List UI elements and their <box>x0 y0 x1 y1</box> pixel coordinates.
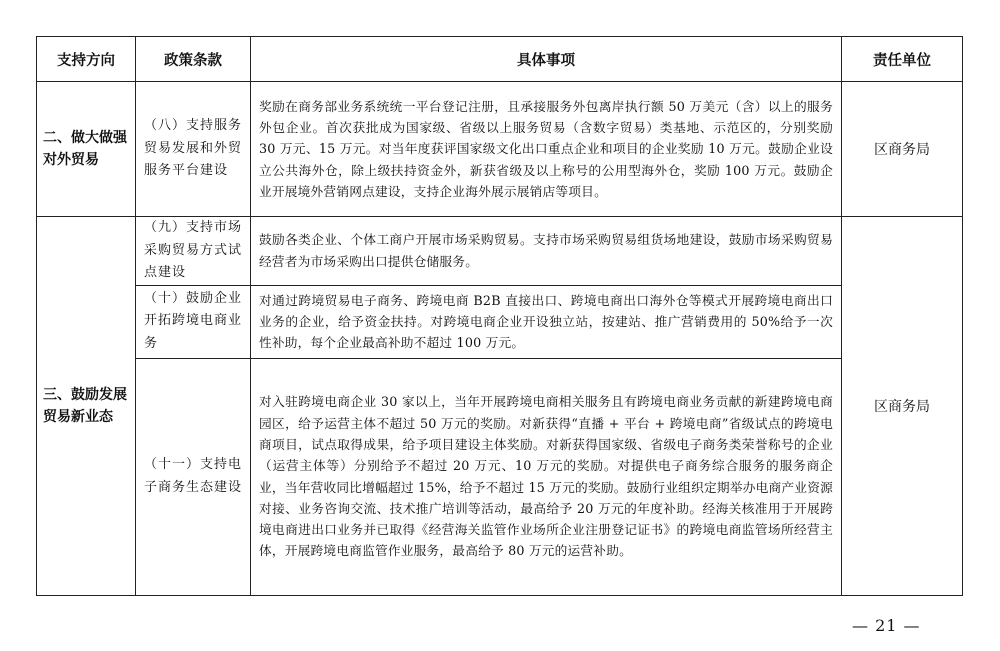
detail-cell: 对通过跨境贸易电子商务、跨境电商 B2B 直接出口、跨境电商出口海外仓等模式开展跨境电商出口业务的企业，给予资金扶持。对跨境电商企业开设独立站，按建站、推广营销费用的 50%给予一次性补助，每个企业最高补助不超过 100 万元。 <box>251 285 842 358</box>
detail-cell: 奖励在商务部业务系统统一平台登记注册，且承接服务外包离岸执行额 50 万美元（含）以上的服务外包企业。首次获批成为国家级、省级以上服务贸易（含数字贸易）类基地、示范区的，分别奖励 30 万元、15 万元。对当年度获评国家级文化出口重点企业和项目的企业奖励 10 万元。鼓励企业设立公共海外仓，除上级扶持资金外，新获省级及以上称号的公用型海外仓，奖励 100 万元。鼓励企业开展境外营销网点建设，支持企业海外展示展销店等项目。 <box>251 82 842 217</box>
detail-cell: 对入驻跨境电商企业 30 家以上，当年开展跨境电商相关服务且有跨境电商业务贡献的新建跨境电商园区，给予运营主体不超过 50 万元的奖励。对新获得“直播 + 平台 + 跨境电商”省级试点的跨境电商项目，试点取得成果，给予项目建设主体奖励。对新获得国家级、省级电子商务类荣誉称号的企业（运营主体等）分别给予不超过 20 万元、10 万元的奖励。对提供电子商务综合服务的服务商企业，当年营收同比增幅超过 15%，给予不超过 15 万元的奖励。鼓励行业组织定期举办电商产业资源对接、业务咨询交流、技术推广培训等活动，最高给予 20 万元的年度补助。经海关核准用于开展跨境电商进出口业务并已取得《经营海关监管作业场所企业注册登记证书》的跨境电商监管场所经营主体，开展跨境电商监管作业服务，最高给予 80 万元的运营补助。 <box>251 358 842 595</box>
direction-cell: 二、做大做强对外贸易 <box>37 82 136 217</box>
header-clause: 政策条款 <box>136 37 251 82</box>
header-unit: 责任单位 <box>842 37 963 82</box>
table-row <box>37 358 963 595</box>
header-direction: 支持方向 <box>37 37 136 82</box>
table-row <box>37 82 963 217</box>
clause-cell: （十）鼓励企业开拓跨境电商业务 <box>136 285 251 358</box>
table-header-row <box>37 37 963 82</box>
table-row <box>37 217 963 286</box>
direction-cell: 三、鼓励发展贸易新业态 <box>37 217 136 596</box>
page-number: — 21 — <box>852 616 921 635</box>
header-detail: 具体事项 <box>251 37 842 82</box>
clause-cell: （九）支持市场采购贸易方式试点建设 <box>136 217 251 286</box>
unit-cell: 区商务局 <box>842 82 963 217</box>
policy-table <box>36 36 963 596</box>
clause-cell: （十一）支持电子商务生态建设 <box>136 358 251 595</box>
table-row <box>37 285 963 358</box>
detail-cell: 鼓励各类企业、个体工商户开展市场采购贸易。支持市场采购贸易组货场地建设，鼓励市场采购贸易经营者为市场采购出口提供仓储服务。 <box>251 217 842 286</box>
clause-cell: （八）支持服务贸易发展和外贸服务平台建设 <box>136 82 251 217</box>
unit-cell: 区商务局 <box>842 217 963 596</box>
